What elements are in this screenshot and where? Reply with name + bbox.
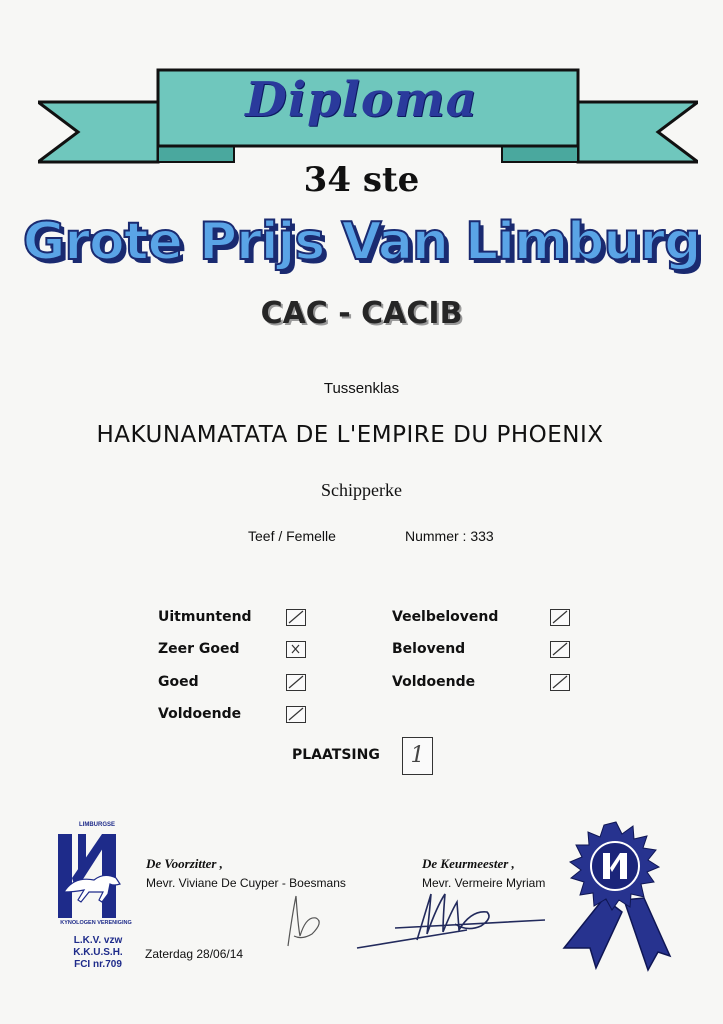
page-title: Grote Prijs Van Limburg [22,212,701,272]
breed: Schipperke [321,480,402,500]
entry-number: Nummer : 333 [405,528,494,544]
grade-checkbox[interactable] [286,641,306,658]
grade-label: Voldoende [158,706,242,722]
judge-signature-icon [355,888,565,954]
logo-line: L.K.V. vzw [73,935,123,946]
slash-mark-icon [287,610,304,624]
slash-mark-icon [551,610,568,624]
grade-checkbox[interactable] [286,674,306,691]
grade-checkbox[interactable] [550,609,570,626]
x-mark-icon [287,642,304,656]
grade-label: Zeer Goed [158,641,240,657]
logo-line: FCI nr.709 [74,959,122,970]
judge-role: De Keurmeester , [422,856,515,871]
grade-label: Belovend [392,641,466,657]
grade-label: Goed [158,674,199,690]
class-name: Tussenklas [323,380,400,397]
grade-label: Veelbelovend [392,609,499,625]
date: Zaterdag 28/06/14 [145,947,244,961]
sex-label: Teef / Femelle [248,528,336,544]
chair-signature-icon [278,888,328,950]
slash-mark-icon [551,642,568,656]
grade-checkbox[interactable] [550,674,570,691]
slash-mark-icon [287,675,304,689]
judge-name: Mevr. Vermeire Myriam [422,876,546,890]
rosette-ribbon-icon [560,820,672,972]
grade-label: Uitmuntend [158,609,252,625]
chair-name: Mevr. Viviane De Cuyper - Boesmans [146,876,346,890]
slash-mark-icon [551,675,568,689]
logo-line: K.K.U.S.H. [73,947,123,958]
placing-label: PLAATSING [292,747,380,763]
dog-name: HAKUNAMATATA DE L'EMPIRE DU PHOENIX [96,422,604,448]
grade-label: Voldoende [392,674,476,690]
award-subtitle: CAC - CACIB [260,296,463,331]
logo-bottom-text: KYNOLOGEN VERENIGING [60,920,132,926]
logo-caption [48,935,148,971]
chair-role: De Voorzitter , [146,856,223,871]
edition-number: 34 ste [303,160,420,200]
slash-mark-icon [287,707,304,721]
logo-top-text: LIMBURGSE [79,822,115,828]
grade-checkbox[interactable] [286,706,306,723]
grade-checkbox[interactable] [286,609,306,626]
grade-checkbox[interactable] [550,641,570,658]
diploma-heading: Diploma [245,72,478,128]
placing-value[interactable]: 1 [402,737,433,775]
club-logo-icon [56,830,128,920]
